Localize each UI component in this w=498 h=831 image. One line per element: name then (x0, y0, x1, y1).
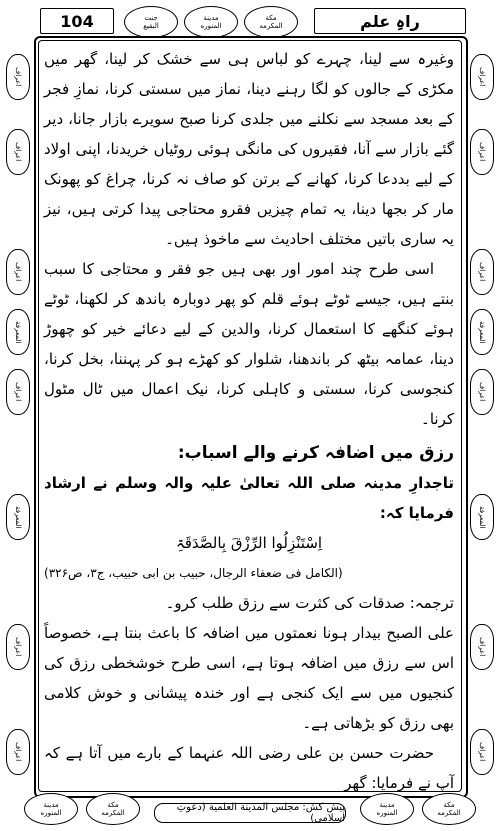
publisher-label: پیش کش: مجلس المدينة العلمية (دعوتِ اسلامی) (154, 803, 346, 823)
side-badge-left: اعراف (6, 729, 30, 775)
stamp-line: مكة (443, 801, 455, 809)
side-badge-left: اعراف (6, 129, 30, 175)
stamp-madinah (184, 6, 238, 38)
side-badge-left: المعرفة (6, 309, 30, 355)
side-badge-left: اعراف (6, 369, 30, 415)
side-badge-left: اعراف (6, 624, 30, 670)
section-heading: رزق میں اضافہ کرنے والے اسباب: (177, 443, 454, 463)
translation: ترجمہ: صدقات کی کثرت سے رزق طلب کرو۔ (165, 594, 454, 612)
stamp-madinah (24, 793, 78, 825)
stamp-line: جنت (144, 14, 158, 22)
page-frame (4, 4, 494, 827)
side-badge-right: اعراف (470, 54, 494, 100)
page-number: 104 (40, 8, 114, 34)
side-badge-left: اعراف (6, 54, 30, 100)
stamp-line: المنوره (376, 809, 398, 817)
page-header (4, 4, 494, 40)
arabic-hadith: اِسْتَنْزِلُوا الرِّزْقَ بِالصَّدَقَۃِ (175, 534, 323, 552)
side-badge-right: اعراف (470, 624, 494, 670)
stamp-line: مدينة (43, 801, 59, 809)
stamp-makkah (86, 793, 140, 825)
stamp-line: البقيع (143, 22, 159, 30)
stamp-line: مكة (107, 801, 119, 809)
side-badge-right: اعراف (470, 129, 494, 175)
stamp-line: مكة (265, 14, 277, 22)
reference: (الکامل فی ضعفاء الرجال، حبیب بن ابی حبیب، ج۳، ص۳۲۶) (44, 566, 343, 580)
hadith-intro: تاجدارِ مدینہ صلی اللہ تعالیٰ علیہ والہ وسلم نے ارشاد فرمایا کہ: (44, 474, 454, 522)
paragraph: اسی طرح چند امور اور بھی ہیں جو فقر و محتاجی کا سبب بنتے ہیں، جیسے ٹوٹے ہوئے قلم کو پھر دوبارہ باندھ کر لکھنا، ٹوٹے ہوئے کنگھے کا استعمال کرنا، والدین کے لیے دعائے خیر کو چھوڑ دینا، عمامہ بیٹھ کر باندھنا، شلوار کو کھڑے ہو کر پہننا، بخل کرنا، کنجوسی کرنا، سستی و کاہلی کرنا، نیک اعمال میں ٹال مٹول کرنا۔ (44, 260, 454, 428)
paragraph: حضرت حسن بن علی رضی اللہ عنہما کے بارے میں آتا ہے کہ آپ نے فرمایا: گھر (44, 744, 454, 792)
stamp-line: المكرمه (259, 22, 283, 30)
side-badge-right: اعراف (470, 249, 494, 295)
side-badge-right: اعراف (470, 729, 494, 775)
stamp-line: المكرمه (101, 809, 125, 817)
book-title: راہِ علم (314, 8, 466, 34)
stamp-line: المكرمه (437, 809, 461, 817)
stamp-makkah (422, 793, 476, 825)
side-badge-right: المعرفة (470, 309, 494, 355)
stamp-line: مدينة (203, 14, 219, 22)
side-badge-left: اعراف (6, 249, 30, 295)
stamp-makkah (244, 6, 298, 38)
paragraph: وغیرہ سے لینا، چہرے کو لباس ہی سے خشک کر لینا، گھر میں مکڑی کے جالوں کو لگا رہنے دینا، نماز میں سستی کرنا، نمازِ فجر کے بعد مسجد سے نکلنے میں جلدی کرنا صبح سویرے بازار جانا، دیر گئے بازار سے آنا، فقیروں کی مانگی ہوئی روٹیاں خریدنا، اپنی اولاد کے لیے بددعا کرنا، کھانے کے برتن کو صاف نہ کرنا، چراغ کو پھونک مار کر بجھا دینا، یہ تمام چیزیں فقرو محتاجی پیدا کرتی ہیں، نیز یہ ساری باتیں مختلف احادیث سے ماخوذ ہیں۔ (44, 50, 454, 248)
stamp-line: مدينة (379, 801, 395, 809)
side-badge-right: المعرفة (470, 494, 494, 540)
stamp-line: المنوره (200, 22, 222, 30)
page-footer (4, 793, 494, 827)
stamp-line: المنوره (40, 809, 62, 817)
side-badge-left: المعرفة (6, 494, 30, 540)
paragraph: علی الصبح بیدار ہونا نعمتوں میں اضافہ کا باعث بنتا ہے، خصوصاً اس سے رزق میں اضافہ ہوتا ہے، اسی طرح خوشخطی رزق کی کنجیوں میں سے ایک کنجی ہے اور خندہ پیشانی و خوش کلامی بھی رزق کو بڑھاتی ہے۔ (44, 624, 454, 732)
body-text (44, 44, 454, 798)
side-badge-right: اعراف (470, 369, 494, 415)
stamp-baqi (124, 6, 178, 38)
stamp-madinah (360, 793, 414, 825)
